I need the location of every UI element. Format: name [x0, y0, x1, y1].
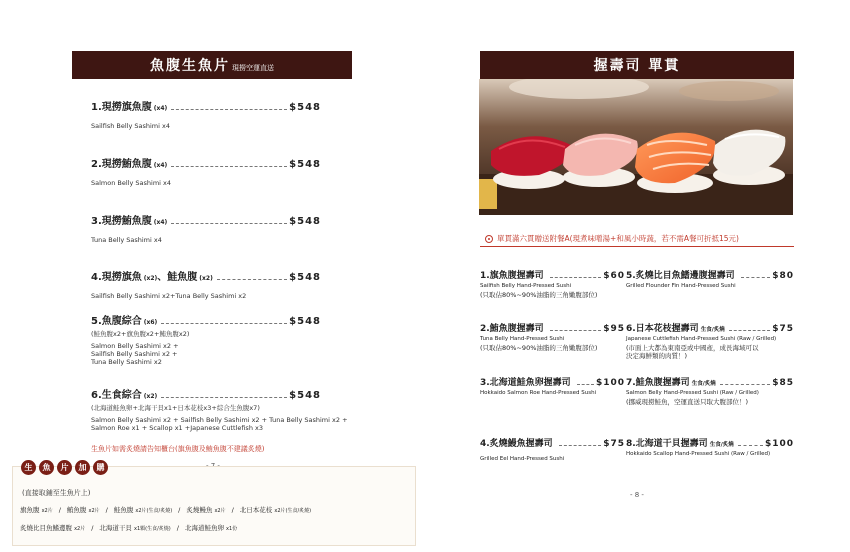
item-price: $80 [772, 271, 794, 281]
item-price: $85 [772, 378, 794, 388]
addon-name: 炙燒比目魚鰭邊腹 [20, 524, 72, 532]
addon-qty: x2片(生食/炙燒) [135, 508, 173, 514]
menu-item [91, 386, 353, 432]
item-english: Tuna Belly Sashimi x4 [91, 236, 162, 244]
leader-dots [161, 323, 287, 324]
item-detail: (北海道鮭魚卵+北海干貝x1+日本花枝x3+綜合生魚腹x7) [91, 404, 260, 412]
addon-name: 北日本花枝 [239, 506, 273, 514]
item-name: 3.現撈鮪魚腹 [91, 216, 152, 227]
addon-title-char: 片 [57, 460, 72, 475]
item-english: Salmon Belly Sashimi x2 + Sailfish Belly Sashimi x2 + Tuna Belly Sashimi x2 + Salmon Roe x1 + Scallop x1 +Japanese Cuttlefish x3 [91, 416, 348, 432]
addon-qty: x1份 [226, 526, 238, 532]
item-name: 2.現撈鮪魚腹 [91, 159, 152, 170]
item-name: 2.鮪魚腹握壽司 [480, 324, 544, 334]
item-english: Hokkaido Salmon Roe Hand-Pressed Sushi [480, 390, 597, 396]
sushi-photo [479, 79, 793, 215]
addon-item [186, 506, 225, 514]
nigiri-banner [480, 51, 794, 79]
item-english: Salmon Belly Sashimi x2 + Sailfish Belly Sashimi x2 + Tuna Belly Sashimi x2 [91, 342, 179, 366]
addon-qty: x2片 [214, 508, 226, 514]
item-price: $100 [764, 439, 794, 449]
menu-page-right [425, 0, 850, 552]
leader-dots [217, 279, 287, 280]
addon-line-2 [20, 523, 237, 532]
addon-subtitle: (直接取鋪至生魚片上) [22, 489, 91, 497]
separator: / [58, 506, 61, 514]
item-price: $548 [289, 316, 321, 327]
menu-item [626, 321, 794, 360]
leader-dots [738, 445, 763, 446]
item-qty: (x2) [143, 275, 158, 282]
addon-name: 鮪魚腹 [66, 506, 87, 514]
item-name: 4.現撈旗魚 [91, 272, 142, 283]
sushi-illustration [479, 79, 793, 215]
item-qty: (x4) [153, 219, 168, 226]
item-name: 5.炙燒比目魚鰭邊腹握壽司 [626, 271, 735, 281]
addon-title-char: 生 [21, 460, 36, 475]
item-price: $60 [603, 271, 625, 281]
addon-qty: x2片(生食/炙燒) [274, 508, 312, 514]
item-english: Grilled Flounder Fin Hand-Pressed Sushi [626, 283, 736, 289]
addon-item [114, 506, 172, 514]
leader-dots [550, 330, 602, 331]
item-english: Japanese Cuttlefish Hand-Pressed Sushi (Raw / Grilled) [626, 336, 777, 342]
addon-qty: x2片 [74, 526, 86, 532]
addon-qty: x2片 [41, 508, 53, 514]
leader-dots [171, 166, 287, 167]
addon-name: 炙燒鰻魚 [186, 506, 213, 514]
addon-name: 北海道干貝 [99, 524, 132, 532]
addon-name: 旗魚腹 [20, 506, 40, 514]
item-english: Grilled Eel Hand-Pressed Sushi [480, 456, 565, 462]
separator: / [176, 524, 179, 532]
item-qty-2: (x2) [199, 275, 213, 282]
leader-dots [741, 277, 771, 278]
item-english: Sailfish Belly Hand-Pressed Sushi [480, 283, 572, 289]
menu-item [480, 436, 625, 463]
item-price: $548 [289, 390, 321, 401]
item-price: $548 [289, 216, 321, 227]
addon-item [67, 506, 100, 514]
item-name: 7.鮭魚腹握壽司 [626, 378, 690, 388]
addon-line-1 [20, 505, 311, 514]
bullet-icon [485, 235, 493, 243]
banner-title: 握壽司 單貫 [593, 58, 681, 74]
item-price: $100 [595, 378, 625, 388]
item-price: $95 [603, 324, 625, 334]
menu-item [626, 268, 794, 290]
leader-dots [729, 330, 771, 331]
item-qty: 生食/炙燒 [700, 327, 725, 333]
item-english: Sailfish Belly Sashimi x4 [91, 122, 170, 130]
separator: / [231, 506, 234, 514]
addon-item [99, 524, 170, 532]
addon-title-char: 魚 [39, 460, 54, 475]
leader-dots [171, 109, 287, 110]
item-english: Sailfish Belly Sashimi x2+Tuna Belly Sashimi x2 [91, 292, 247, 300]
leader-dots [577, 384, 594, 385]
addon-item [20, 524, 85, 532]
item-price: $75 [603, 439, 625, 449]
item-qty: (x2) [143, 393, 158, 400]
menu-item [91, 212, 321, 244]
item-price: $548 [289, 159, 321, 170]
item-qty: (x4) [153, 162, 168, 169]
menu-item [626, 375, 794, 406]
item-name: 1.旗魚腹握壽司 [480, 271, 544, 281]
item-name: 5.魚腹綜合 [91, 316, 142, 327]
menu-item [91, 312, 321, 366]
promo-divider [480, 246, 794, 247]
leader-dots [720, 384, 771, 385]
banner-title: 魚腹生魚片 [150, 58, 230, 74]
item-name: 4.炙燒鰻魚握壽司 [480, 439, 553, 449]
page-number: - 8 - [630, 491, 644, 499]
item-name-2: 、鮭魚腹 [157, 272, 198, 283]
torch-note: 生魚片如需炙燒請告知櫃台(旗魚腹及鮪魚腹不建議炙燒) [91, 445, 265, 453]
separator: / [105, 506, 108, 514]
promo-note [485, 233, 739, 244]
item-english: Salmon Belly Sashimi x4 [91, 179, 171, 187]
item-qty: (x6) [143, 319, 158, 326]
item-price: $548 [289, 102, 321, 113]
item-name: 6.生食綜合 [91, 390, 142, 401]
item-qty: (x4) [153, 105, 168, 112]
item-detail: (鮭魚腹x2+旗魚腹x2+鮪魚腹x2) [91, 330, 190, 338]
item-price: $548 [289, 272, 321, 283]
addon-section [12, 463, 416, 546]
menu-item [480, 375, 625, 397]
menu-item [91, 155, 321, 187]
item-name: 6.日本花枝握壽司 [626, 324, 699, 334]
addon-title-char: 加 [75, 460, 90, 475]
item-name: 8.北海道干貝握壽司 [626, 439, 708, 449]
item-english: Hokkaido Scallop Hand-Pressed Sushi (Raw / Grilled) [626, 451, 771, 457]
addon-item [185, 524, 237, 532]
addon-qty: x1顆(生食/炙燒) [134, 526, 171, 532]
item-qty: 生食/炙燒 [709, 442, 734, 448]
sashimi-banner [72, 51, 352, 79]
separator: / [178, 506, 181, 514]
separator: / [91, 524, 94, 532]
addon-item [240, 506, 311, 514]
item-detail: (挪威現撈鮭魚，空運直送只取大腹部位！) [626, 398, 749, 406]
item-price: $75 [772, 324, 794, 334]
item-english: Salmon Belly Hand-Pressed Sushi (Raw / Grilled) [626, 390, 759, 396]
addon-title [21, 460, 108, 475]
menu-item [480, 321, 625, 352]
promo-text: 單貫滿六貫贈送附餐A(現煮味噌湯+和風小時蔬，若不需A餐可折抵15元) [497, 234, 739, 243]
addon-title-char: 購 [93, 460, 108, 475]
addon-qty: x2片 [88, 508, 100, 514]
addon-name: 北海道鮭魚卵 [184, 524, 224, 532]
item-qty: 生食/炙燒 [691, 381, 716, 387]
addon-name: 鮭魚腹 [113, 506, 134, 514]
item-name: 3.北海道鮭魚卵握壽司 [480, 378, 571, 388]
item-detail: (只取佔80%~90%油脂的三角嫩腹部位) [480, 291, 598, 299]
addon-item [20, 506, 53, 514]
menu-item [91, 98, 321, 130]
item-english: Tuna Belly Hand-Pressed Sushi [480, 336, 565, 342]
menu-item [91, 268, 321, 300]
leader-dots [171, 223, 287, 224]
leader-dots [559, 445, 602, 446]
item-detail: (市面上大都為東南亞或中國產，成長海域可以 決定海鮮類的肉質！) [626, 344, 759, 360]
menu-item [480, 268, 625, 299]
item-detail: (只取佔80%~90%油脂的三角嫩腹部位) [480, 344, 598, 352]
item-name: 1.現撈旗魚腹 [91, 102, 152, 113]
leader-dots [550, 277, 602, 278]
menu-item [626, 436, 794, 458]
leader-dots [161, 397, 287, 398]
banner-subtitle: 現撈空運直送 [232, 63, 274, 72]
